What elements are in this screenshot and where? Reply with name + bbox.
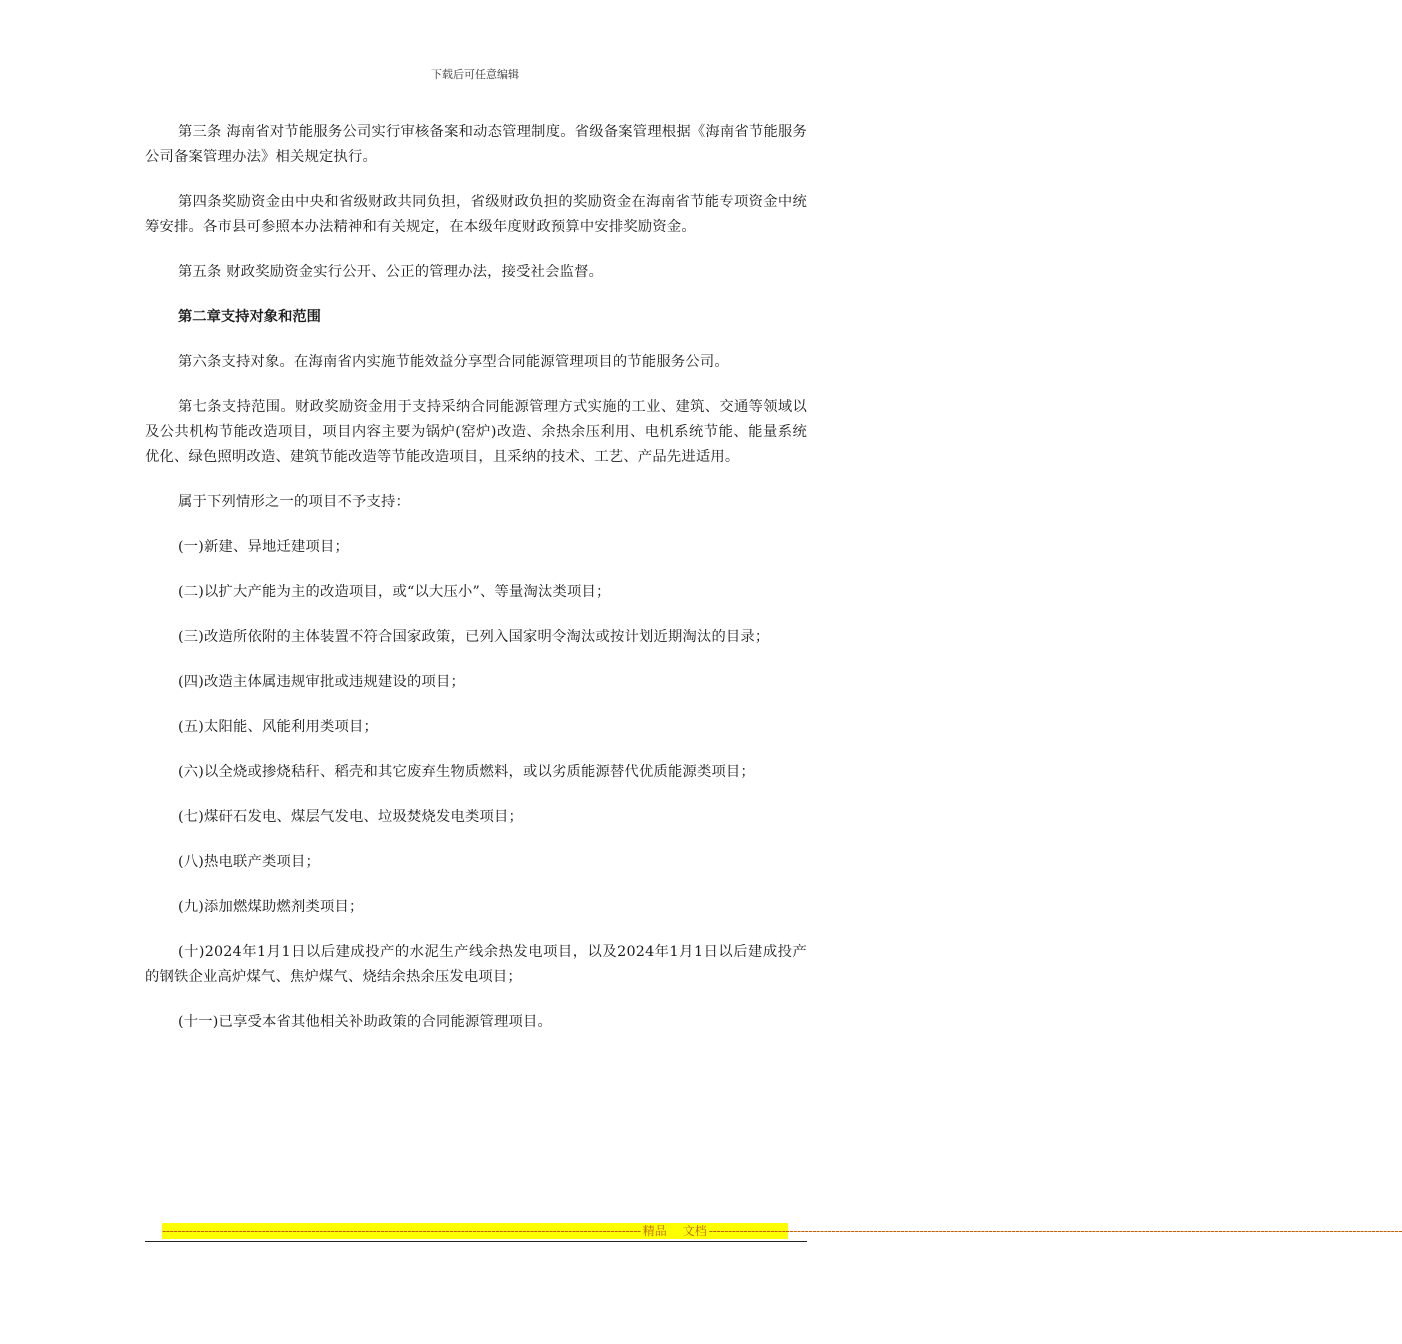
footer-label-right: 文档 (682, 1224, 707, 1238)
exclusion-item-6: (六)以全烧或掺烧秸秆、稻壳和其它废弃生物质燃料，或以劣质能源替代优质能源类项目； (178, 764, 755, 780)
exclusion-item-1: (一)新建、异地迁建项目； (178, 539, 350, 555)
exclusion-item-11: (十一)已享受本省其他相关补助政策的合同能源管理项目。 (178, 1014, 552, 1030)
exclusion-item-2: (二)以扩大产能为主的改造项目，或“以大压小”、等量淘汰类项目； (178, 584, 611, 600)
exclusion-intro: 属于下列情形之一的项目不予支持： (178, 494, 410, 510)
exclusion-item-8: (八)热电联产类项目； (178, 854, 321, 870)
article-5-paragraph: 第五条 财政奖励资金实行公开、公正的管理办法，接受社会监督。 (178, 264, 604, 280)
exclusion-item-5: (五)太阳能、风能利用类项目； (178, 719, 379, 735)
footer-dash-right: ------------------------------------------------------------------------------------------------------------------------------------------------------------------------------------- (708, 1224, 1402, 1238)
document-body (145, 120, 807, 1055)
page-header-note: 下载后可任意编辑 (431, 68, 519, 81)
footer-banner (162, 1223, 1402, 1239)
footer-divider (145, 1241, 807, 1242)
exclusion-item-10: (十)2024年1月1日以后建成投产的水泥生产线余热发电项目，以及2024年1月1日以后建成投产的钢铁企业高炉煤气、焦炉煤气、烧结余热余压发电项目； (145, 944, 807, 985)
article-3-paragraph: 第三条 海南省对节能服务公司实行审核备案和动态管理制度。省级备案管理根据《海南省节能服务公司备案管理办法》相关规定执行。 (145, 124, 807, 165)
exclusion-item-3: (三)改造所依附的主体装置不符合国家政策，已列入国家明令淘汰或按计划近期淘汰的目录； (178, 629, 770, 645)
exclusion-item-9: (九)添加燃煤助燃剂类项目； (178, 899, 364, 915)
chapter-2-heading: 第二章支持对象和范围 (178, 309, 321, 325)
exclusion-item-4: (四)改造主体属违规审批或违规建设的项目； (178, 674, 465, 690)
footer-dash-left: ----------------------------------------------------------------------------------------------------------------------------- (162, 1224, 641, 1238)
article-6-paragraph: 第六条支持对象。在海南省内实施节能效益分享型合同能源管理项目的节能服务公司。 (178, 354, 729, 370)
article-4-paragraph: 第四条奖励资金由中央和省级财政共同负担，省级财政负担的奖励资金在海南省节能专项资金中统筹安排。各市县可参照本办法精神和有关规定，在本级年度财政预算中安排奖励资金。 (145, 194, 807, 235)
article-7-paragraph: 第七条支持范围。财政奖励资金用于支持采纳合同能源管理方式实施的工业、建筑、交通等领域以及公共机构节能改造项目，项目内容主要为锅炉(窑炉)改造、余热余压利用、电机系统节能、能量系统优化、绿色照明改造、建筑节能改造等节能改造项目，且采纳的技术、工艺、产品先进适用。 (145, 399, 807, 465)
exclusion-item-7: (七)煤矸石发电、煤层气发电、垃圾焚烧发电类项目； (178, 809, 523, 825)
footer-label-left: 精品 (642, 1224, 667, 1238)
